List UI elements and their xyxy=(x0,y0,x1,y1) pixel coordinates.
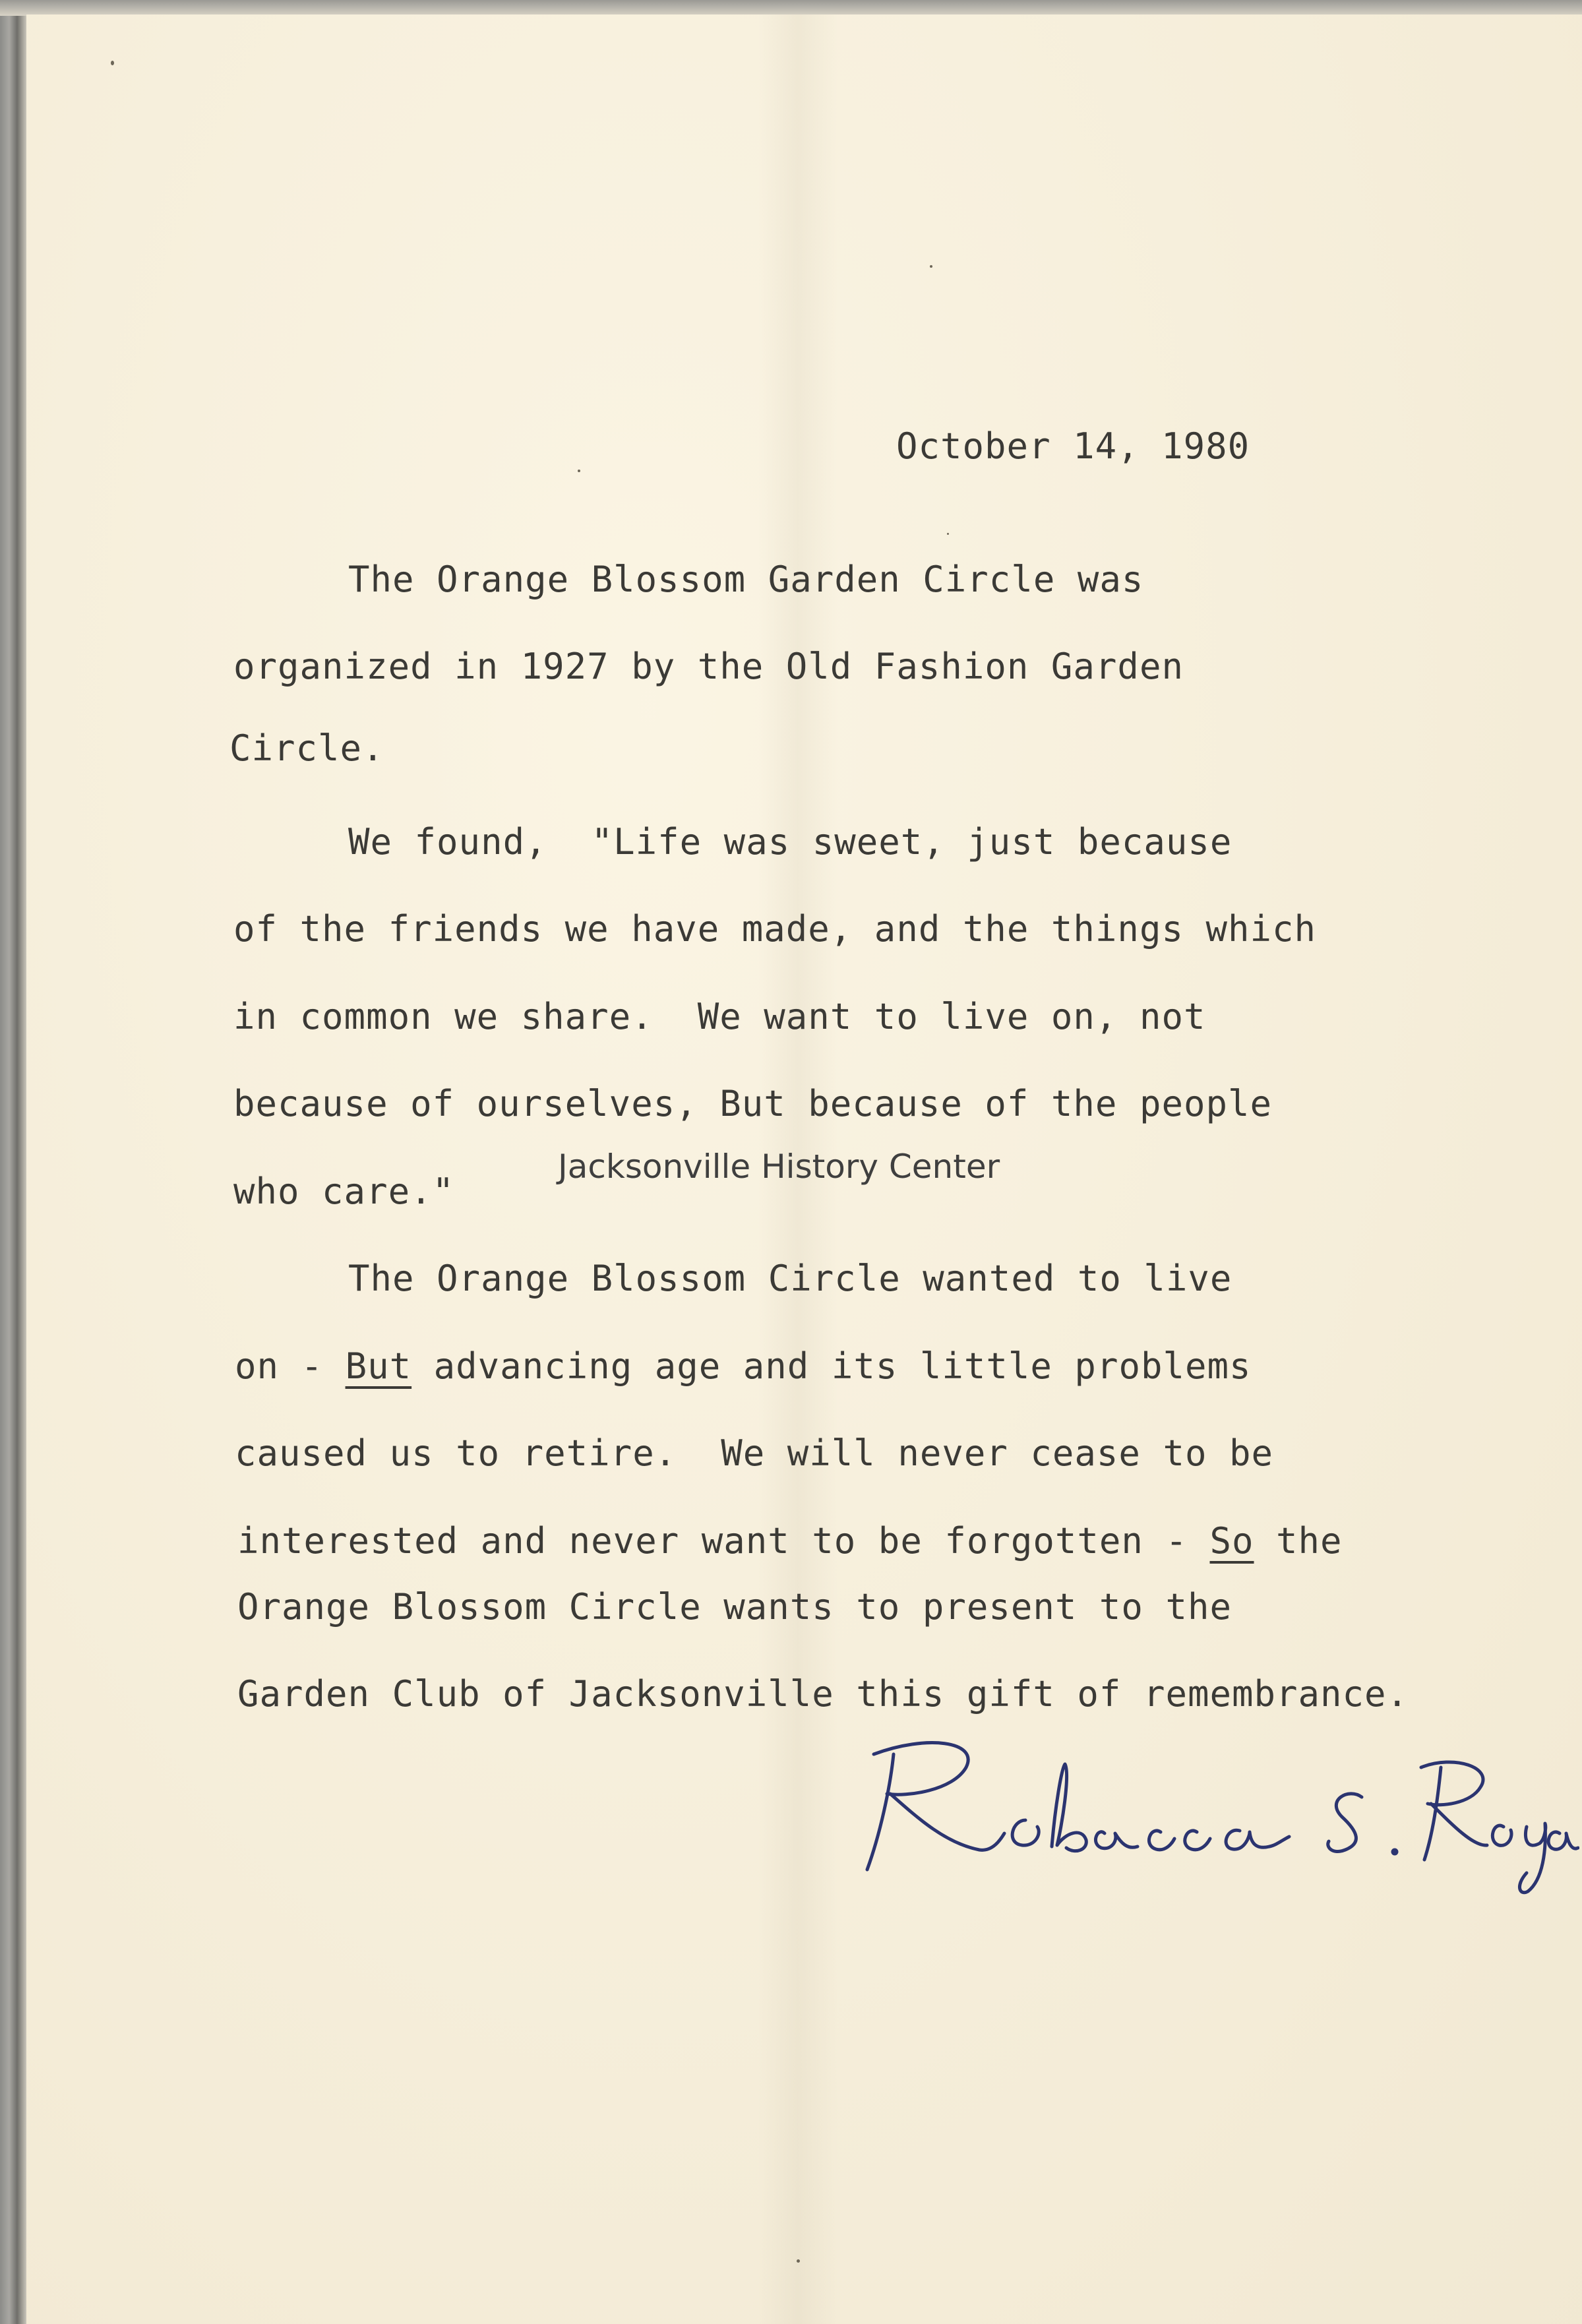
letter-line: because of ourselves, But because of the people xyxy=(233,1083,1273,1124)
archive-watermark: Jacksonville History Center xyxy=(558,1147,1000,1186)
letter-line: Orange Blossom Circle wants to present to the xyxy=(237,1586,1232,1628)
underlined-word: So xyxy=(1209,1520,1254,1562)
paper-speck xyxy=(797,2259,800,2263)
letter-line: organized in 1927 by the Old Fashion Garden xyxy=(233,646,1184,687)
handwritten-signature xyxy=(828,1728,1579,1899)
letter-line: We found, "Life was sweet, just because xyxy=(348,821,1232,863)
letter-text: advancing age and its little problems xyxy=(411,1345,1252,1387)
letter-line: The Orange Blossom Garden Circle was xyxy=(348,559,1144,600)
scanner-edge xyxy=(0,0,26,2324)
letter-line: in common we share. We want to live on, not xyxy=(233,996,1206,1037)
letter-date: October 14, 1980 xyxy=(896,425,1250,467)
letter-line: Garden Club of Jacksonville this gift of remembrance. xyxy=(237,1673,1409,1715)
letter-text: on - xyxy=(235,1345,346,1387)
letter-line: Circle. xyxy=(229,727,384,769)
paper-speck xyxy=(930,265,932,268)
paper-speck xyxy=(947,533,949,535)
scanner-top-edge xyxy=(0,0,1582,16)
letter-text: the xyxy=(1254,1520,1343,1562)
letter-text: interested and never want to be forgotten - xyxy=(237,1520,1210,1562)
paper-speck xyxy=(111,61,114,65)
letter-line: who care." xyxy=(233,1171,455,1212)
letter-line xyxy=(237,1520,1343,1562)
paper-speck xyxy=(578,470,580,472)
underlined-word: But xyxy=(345,1345,412,1387)
letter-line xyxy=(235,1345,1252,1387)
letter-line: caused us to retire. We will never cease to be xyxy=(235,1432,1274,1474)
letter-line: The Orange Blossom Circle wanted to live xyxy=(348,1258,1232,1299)
letter-line: of the friends we have made, and the things which xyxy=(233,908,1317,950)
